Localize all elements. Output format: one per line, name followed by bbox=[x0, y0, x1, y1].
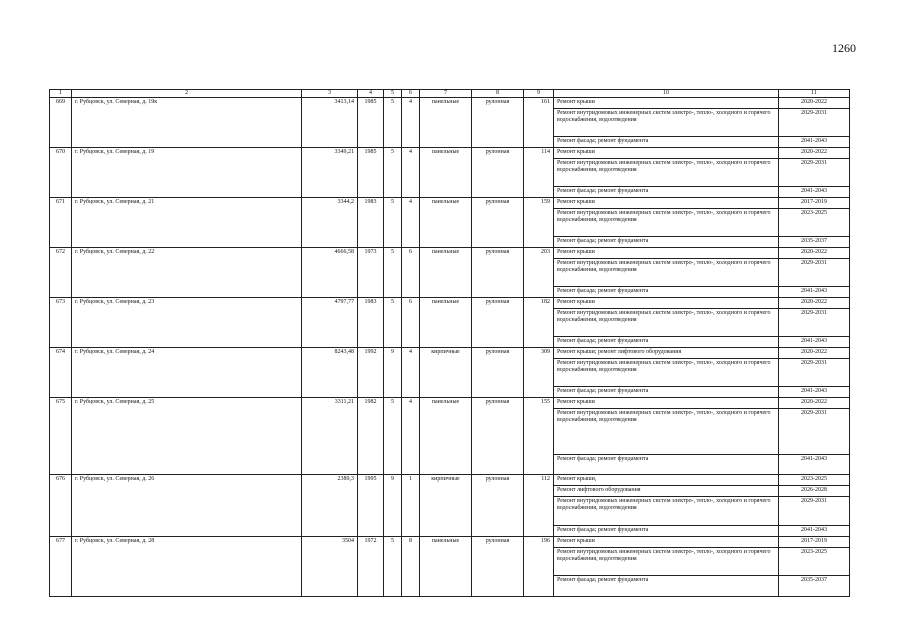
residents-cell: 155 bbox=[524, 398, 554, 475]
column-number: 2 bbox=[72, 90, 302, 98]
repair-work-cell: Ремонт внутридомовых инженерных систем электро-, тепло-, холодного и горячего водоснабжения, водоотведения bbox=[554, 309, 779, 337]
repair-years-cell: 2035-2037 bbox=[779, 576, 850, 597]
building-row bbox=[50, 398, 850, 409]
floors-cell: 5 bbox=[384, 298, 402, 348]
row-number: 672 bbox=[50, 248, 72, 298]
building-row bbox=[50, 248, 850, 259]
repair-work-cell: Ремонт крыши bbox=[554, 148, 779, 159]
wall-material-cell: панельные bbox=[420, 198, 472, 248]
repair-years-cell: 2029-2031 bbox=[779, 309, 850, 337]
building-row bbox=[50, 537, 850, 548]
entrances-cell: 6 bbox=[402, 298, 420, 348]
repair-years-cell: 2020-2022 bbox=[779, 248, 850, 259]
address-cell: г. Рубцовск, ул. Северная, д. 25 bbox=[72, 398, 302, 475]
roof-type-cell: рулонная bbox=[472, 248, 524, 298]
repair-work-cell: Ремонт фасада; ремонт фундамента bbox=[554, 187, 779, 198]
residents-cell: 203 bbox=[524, 248, 554, 298]
roof-type-cell: рулонная bbox=[472, 98, 524, 148]
repair-years-cell: 2029-2031 bbox=[779, 259, 850, 287]
repair-years-cell: 2020-2022 bbox=[779, 348, 850, 359]
address-cell: г. Рубцовск, ул. Северная, д. 19к bbox=[72, 98, 302, 148]
row-number: 673 bbox=[50, 298, 72, 348]
roof-type-cell: рулонная bbox=[472, 198, 524, 248]
repair-work-cell: Ремонт крыши bbox=[554, 298, 779, 309]
column-number: 6 bbox=[402, 90, 420, 98]
address-cell: г. Рубцовск, ул. Северная, д. 24 bbox=[72, 348, 302, 398]
floors-cell: 5 bbox=[384, 398, 402, 475]
repair-work-cell: Ремонт крыши bbox=[554, 248, 779, 259]
repair-work-cell: Ремонт внутридомовых инженерных систем электро-, тепло-, холодного и горячего водоснабжения, водоотведения bbox=[554, 259, 779, 287]
building-row bbox=[50, 298, 850, 309]
repair-years-cell: 2020-2022 bbox=[779, 398, 850, 409]
repair-work-cell: Ремонт фасада; ремонт фундамента bbox=[554, 337, 779, 348]
area-cell: 3344,2 bbox=[302, 198, 358, 248]
entrances-cell: 6 bbox=[402, 248, 420, 298]
column-number: 9 bbox=[524, 90, 554, 98]
area-cell: 3413,14 bbox=[302, 98, 358, 148]
residents-cell: 114 bbox=[524, 148, 554, 198]
repair-years-cell: 2026-2028 bbox=[779, 486, 850, 497]
wall-material-cell: панельные bbox=[420, 148, 472, 198]
repair-years-cell: 2023-2025 bbox=[779, 475, 850, 486]
repair-years-cell: 2023-2025 bbox=[779, 548, 850, 576]
repair-work-cell: Ремонт фасада; ремонт фундамента bbox=[554, 237, 779, 248]
column-number: 1 bbox=[50, 90, 72, 98]
floors-cell: 9 bbox=[384, 348, 402, 398]
repair-work-cell: Ремонт крыши, bbox=[554, 475, 779, 486]
wall-material-cell: кирпичные bbox=[420, 475, 472, 537]
address-cell: г. Рубцовск, ул. Северная, д. 19 bbox=[72, 148, 302, 198]
residents-cell: 112 bbox=[524, 475, 554, 537]
repair-work-cell: Ремонт фасада; ремонт фундамента bbox=[554, 137, 779, 148]
row-number: 669 bbox=[50, 98, 72, 148]
floors-cell: 9 bbox=[384, 475, 402, 537]
building-row bbox=[50, 98, 850, 109]
residents-cell: 196 bbox=[524, 537, 554, 597]
address-cell: г. Рубцовск, ул. Северная, д. 28 bbox=[72, 537, 302, 597]
year-built-cell: 1985 bbox=[358, 148, 384, 198]
repair-years-cell: 2029-2031 bbox=[779, 409, 850, 455]
column-number: 3 bbox=[302, 90, 358, 98]
wall-material-cell: панельные bbox=[420, 298, 472, 348]
address-cell: г. Рубцовск, ул. Северная, д. 21 bbox=[72, 198, 302, 248]
wall-material-cell: панельные bbox=[420, 98, 472, 148]
column-number: 10 bbox=[554, 90, 779, 98]
floors-cell: 5 bbox=[384, 98, 402, 148]
repair-years-cell: 2029-2031 bbox=[779, 159, 850, 187]
repair-work-cell: Ремонт крыши bbox=[554, 198, 779, 209]
wall-material-cell: панельные bbox=[420, 398, 472, 475]
year-built-cell: 1983 bbox=[358, 298, 384, 348]
repair-work-cell: Ремонт крыши bbox=[554, 537, 779, 548]
year-built-cell: 1985 bbox=[358, 98, 384, 148]
repair-years-cell: 2020-2022 bbox=[779, 148, 850, 159]
building-row bbox=[50, 198, 850, 209]
repair-work-cell: Ремонт внутридомовых инженерных систем электро-, тепло-, холодного и горячего водоснабжения, водоотведения bbox=[554, 359, 779, 387]
repair-work-cell: Ремонт внутридомовых инженерных систем электро-, тепло-, холодного и горячего водоснабжения, водоотведения bbox=[554, 548, 779, 576]
roof-type-cell: рулонная bbox=[472, 475, 524, 537]
wall-material-cell: панельные bbox=[420, 248, 472, 298]
roof-type-cell: рулонная bbox=[472, 148, 524, 198]
repair-years-cell: 2041-2043 bbox=[779, 455, 850, 475]
repair-work-cell: Ремонт внутридомовых инженерных систем электро-, тепло-, холодного и горячего водоснабжения, водоотведения bbox=[554, 409, 779, 455]
entrances-cell: 4 bbox=[402, 198, 420, 248]
residents-cell: 159 bbox=[524, 198, 554, 248]
repair-years-cell: 2020-2022 bbox=[779, 98, 850, 109]
repair-years-cell: 2041-2043 bbox=[779, 137, 850, 148]
entrances-cell: 4 bbox=[402, 98, 420, 148]
year-built-cell: 1995 bbox=[358, 475, 384, 537]
entrances-cell: 4 bbox=[402, 148, 420, 198]
entrances-cell: 4 bbox=[402, 348, 420, 398]
floors-cell: 5 bbox=[384, 537, 402, 597]
repair-work-cell: Ремонт крыши; ремонт лифтового оборудования bbox=[554, 348, 779, 359]
row-number: 670 bbox=[50, 148, 72, 198]
repair-schedule-table bbox=[49, 89, 850, 597]
repair-work-cell: Ремонт фасада; ремонт фундамента bbox=[554, 576, 779, 597]
column-number: 7 bbox=[420, 90, 472, 98]
floors-cell: 5 bbox=[384, 198, 402, 248]
repair-years-cell: 2029-2031 bbox=[779, 497, 850, 526]
page-number: 1260 bbox=[832, 41, 856, 55]
column-number: 4 bbox=[358, 90, 384, 98]
repair-years-cell: 2029-2031 bbox=[779, 359, 850, 387]
year-built-cell: 1992 bbox=[358, 348, 384, 398]
entrances-cell: 4 bbox=[402, 398, 420, 475]
repair-years-cell: 2041-2043 bbox=[779, 387, 850, 398]
building-row bbox=[50, 348, 850, 359]
repair-work-cell: Ремонт фасада; ремонт фундамента bbox=[554, 526, 779, 537]
repair-work-cell: Ремонт внутридомовых инженерных систем электро-, тепло-, холодного и горячего водоснабжения, водоотведения bbox=[554, 209, 779, 237]
floors-cell: 5 bbox=[384, 148, 402, 198]
address-cell: г. Рубцовск, ул. Северная, д. 23 bbox=[72, 298, 302, 348]
area-cell: 2389,3 bbox=[302, 475, 358, 537]
area-cell: 4797,77 bbox=[302, 298, 358, 348]
wall-material-cell: панельные bbox=[420, 537, 472, 597]
column-number-row bbox=[50, 90, 850, 98]
building-row bbox=[50, 148, 850, 159]
repair-years-cell: 2029-2031 bbox=[779, 109, 850, 137]
column-number: 8 bbox=[472, 90, 524, 98]
entrances-cell: 8 bbox=[402, 537, 420, 597]
repair-work-cell: Ремонт внутридомовых инженерных систем электро-, тепло-, холодного и горячего водоснабжения, водоотведения bbox=[554, 109, 779, 137]
building-row bbox=[50, 475, 850, 486]
repair-years-cell: 2041-2043 bbox=[779, 287, 850, 298]
area-cell: 8243,48 bbox=[302, 348, 358, 398]
repair-years-cell: 2041-2043 bbox=[779, 337, 850, 348]
row-number: 671 bbox=[50, 198, 72, 248]
year-built-cell: 1982 bbox=[358, 398, 384, 475]
repair-work-cell: Ремонт внутридомовых инженерных систем электро-, тепло-, холодного и горячего водоснабжения, водоотведения bbox=[554, 497, 779, 526]
repair-work-cell: Ремонт крыши bbox=[554, 398, 779, 409]
residents-cell: 309 bbox=[524, 348, 554, 398]
column-number: 11 bbox=[779, 90, 850, 98]
repair-years-cell: 2023-2025 bbox=[779, 209, 850, 237]
row-number: 677 bbox=[50, 537, 72, 597]
row-number: 674 bbox=[50, 348, 72, 398]
address-cell: г. Рубцовск, ул. Северная, д. 26 bbox=[72, 475, 302, 537]
repair-work-cell: Ремонт лифтового оборудования bbox=[554, 486, 779, 497]
area-cell: 3311,21 bbox=[302, 398, 358, 475]
repair-work-cell: Ремонт фасада; ремонт фундамента bbox=[554, 455, 779, 475]
row-number: 676 bbox=[50, 475, 72, 537]
repair-work-cell: Ремонт крыши bbox=[554, 98, 779, 109]
area-cell: 3504 bbox=[302, 537, 358, 597]
roof-type-cell: рулонная bbox=[472, 537, 524, 597]
floors-cell: 5 bbox=[384, 248, 402, 298]
area-cell: 4666,58 bbox=[302, 248, 358, 298]
repair-work-cell: Ремонт фасада; ремонт фундамента bbox=[554, 287, 779, 298]
repair-years-cell: 2020-2022 bbox=[779, 298, 850, 309]
entrances-cell: 1 bbox=[402, 475, 420, 537]
repair-work-cell: Ремонт внутридомовых инженерных систем электро-, тепло-, холодного и горячего водоснабжения, водоотведения bbox=[554, 159, 779, 187]
residents-cell: 182 bbox=[524, 298, 554, 348]
repair-years-cell: 2035-2037 bbox=[779, 237, 850, 248]
year-built-cell: 1983 bbox=[358, 198, 384, 248]
wall-material-cell: кирпичные bbox=[420, 348, 472, 398]
year-built-cell: 1973 bbox=[358, 248, 384, 298]
repair-years-cell: 2041-2043 bbox=[779, 187, 850, 198]
address-cell: г. Рубцовск, ул. Северная, д. 22 bbox=[72, 248, 302, 298]
column-number: 5 bbox=[384, 90, 402, 98]
row-number: 675 bbox=[50, 398, 72, 475]
residents-cell: 161 bbox=[524, 98, 554, 148]
repair-years-cell: 2017-2019 bbox=[779, 537, 850, 548]
area-cell: 3349,21 bbox=[302, 148, 358, 198]
roof-type-cell: рулонная bbox=[472, 298, 524, 348]
repair-work-cell: Ремонт фасада; ремонт фундамента bbox=[554, 387, 779, 398]
repair-years-cell: 2041-2043 bbox=[779, 526, 850, 537]
roof-type-cell: рулонная bbox=[472, 348, 524, 398]
repair-years-cell: 2017-2019 bbox=[779, 198, 850, 209]
roof-type-cell: рулонная bbox=[472, 398, 524, 475]
year-built-cell: 1972 bbox=[358, 537, 384, 597]
